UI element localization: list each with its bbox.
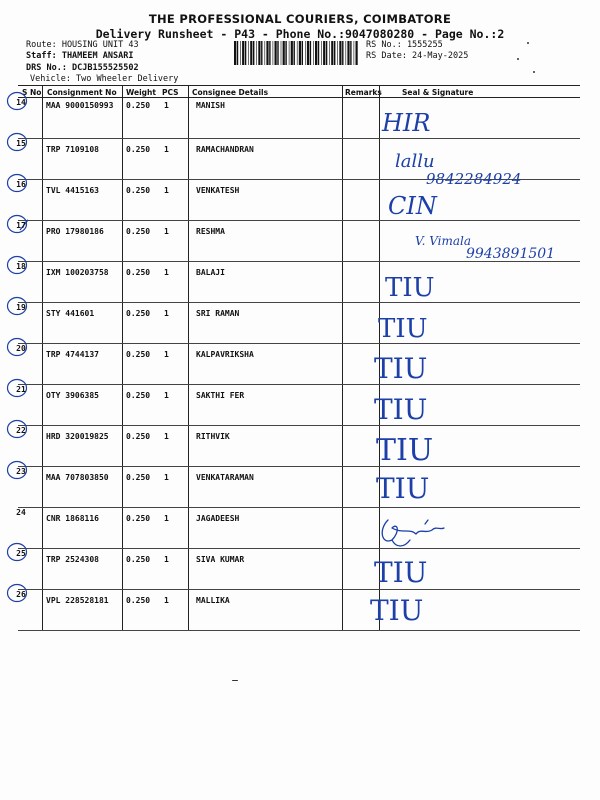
barcode-bar [307, 41, 309, 65]
col-header-remarks: Remarks [345, 88, 382, 97]
row-pcs: 1 [164, 227, 169, 236]
row-consignment: VPL 228528181 [46, 596, 109, 605]
barcode-bar [281, 41, 282, 65]
signature-phone: 9943891501 [466, 246, 556, 262]
row-weight: 0.250 [126, 391, 151, 400]
barcode-bar [297, 41, 298, 65]
row-weight: 0.250 [126, 432, 151, 441]
col-header-pcs: PCS [162, 88, 179, 97]
signature-text: TIU [374, 352, 428, 385]
row-pcs: 1 [164, 101, 169, 110]
barcode-bar [337, 41, 338, 65]
row-weight: 0.250 [126, 268, 151, 277]
table-row [0, 262, 600, 303]
row-weight: 0.250 [126, 555, 151, 564]
signature-text: TIU [374, 556, 428, 589]
barcode-bar [277, 41, 278, 65]
row-consignee: KALPAVRIKSHA [196, 350, 254, 359]
row-pcs: 1 [164, 555, 169, 564]
table-row [0, 221, 600, 262]
barcode-bar [242, 41, 244, 65]
row-pcs: 1 [164, 432, 169, 441]
row-consignee: SIVA KUMAR [196, 555, 245, 564]
barcode-bar [323, 41, 325, 65]
speck-mark [517, 58, 519, 60]
barcode-bar [294, 41, 295, 65]
row-weight: 0.250 [126, 186, 151, 195]
row-consignee: MALLIKA [196, 596, 230, 605]
barcode-bar [258, 41, 260, 65]
row-consignee: BALAJI [196, 268, 225, 277]
row-weight: 0.250 [126, 473, 151, 482]
speck-mark [232, 680, 238, 681]
table-row [0, 426, 600, 467]
barcode-bar [273, 41, 274, 65]
row-consignee: MANISH [196, 101, 225, 110]
row-consignment: STY 441601 [46, 309, 95, 318]
rs-date: RS Date: 24-May-2025 [366, 51, 469, 61]
barcode-bar [318, 41, 319, 65]
col-header-consignee: Consignee Details [192, 88, 269, 97]
barcode-bar [334, 41, 335, 65]
runsheet-subtitle: Delivery Runsheet - P43 - Phone No.:9047080280 - Page No.:2 [95, 27, 505, 41]
barcode-bar [250, 41, 252, 65]
col-header-seal: Seal & Signature [402, 88, 474, 97]
barcode-bar [331, 41, 333, 65]
row-weight: 0.250 [126, 514, 151, 523]
table-row [0, 549, 600, 590]
barcode-bar [248, 41, 249, 65]
table-row [0, 590, 600, 631]
signature-text: lallu [395, 151, 435, 172]
row-sno: 24 [16, 508, 26, 517]
barcode-bar [234, 41, 236, 65]
row-sno: 22 [16, 426, 26, 435]
row-consignee: RAMACHANDRAN [196, 145, 254, 154]
barcode-bar [315, 41, 317, 65]
row-consignee: SRI RAMAN [196, 309, 240, 318]
speck-mark [533, 71, 535, 73]
table-row [0, 180, 600, 221]
barcode-bar [339, 41, 341, 65]
barcode-bar [321, 41, 322, 65]
row-consignee: RITHVIK [196, 432, 230, 441]
row-pcs: 1 [164, 350, 169, 359]
barcode-bar [269, 41, 270, 65]
row-consignment: CNR 1868116 [46, 514, 99, 523]
barcode-bar [302, 41, 303, 65]
row-consignment: IXM 100203758 [46, 268, 109, 277]
rs-number: RS No.: 1555255 [366, 40, 443, 50]
row-consignment: OTY 3906385 [46, 391, 99, 400]
row-pcs: 1 [164, 309, 169, 318]
barcode-bar [275, 41, 277, 65]
barcode-bar [347, 41, 349, 65]
barcode-bar [266, 41, 268, 65]
barcode-bar [256, 41, 257, 65]
col-header-consignment: Consignment No [47, 88, 117, 97]
table-row [0, 139, 600, 180]
row-sno: 26 [16, 590, 26, 599]
row-sno: 18 [16, 262, 26, 271]
table-row [0, 344, 600, 385]
row-sno: 16 [16, 180, 26, 189]
row-pcs: 1 [164, 514, 169, 523]
barcode-bar [253, 41, 254, 65]
row-pcs: 1 [164, 145, 169, 154]
row-sno: 19 [16, 303, 26, 312]
signature-text: TIU [376, 472, 430, 505]
row-consignee: VENKATESH [196, 186, 240, 195]
table-row [0, 385, 600, 426]
barcode-bar [313, 41, 314, 65]
col-header-sno: S No [22, 88, 42, 97]
row-sno: 14 [16, 98, 26, 107]
signature-text: V. Vimala [415, 234, 472, 248]
barcode-bar [245, 41, 246, 65]
table-top-rule [18, 85, 580, 86]
row-consignee: VENKATARAMAN [196, 473, 254, 482]
barcode-bar [356, 41, 358, 65]
barcode-bar [346, 41, 347, 65]
route-label: Route: HOUSING UNIT 43 [26, 40, 139, 50]
row-sno: 20 [16, 344, 26, 353]
row-pcs: 1 [164, 473, 169, 482]
signature-text: TIU [376, 433, 434, 468]
vehicle-label: Vehicle: Two Wheeler Delivery [30, 74, 179, 84]
row-consignment: PRO 17980186 [46, 227, 104, 236]
barcode-bar [265, 41, 266, 65]
barcode-bar [285, 41, 286, 65]
row-consignment: TRP 2524308 [46, 555, 99, 564]
signature-text: HIR [382, 109, 431, 137]
staff-label: Staff: THAMEEM ANSARI [26, 51, 134, 61]
row-divider [18, 630, 580, 631]
signature-phone: 9842284924 [426, 170, 522, 188]
row-weight: 0.250 [126, 145, 151, 154]
row-sno: 15 [16, 139, 26, 148]
barcode-bar [283, 41, 285, 65]
row-consignment: TVL 4415163 [46, 186, 99, 195]
row-consignment: MAA 9000150993 [46, 101, 114, 110]
row-weight: 0.250 [126, 227, 151, 236]
col-header-weight: Weight [126, 88, 156, 97]
row-consignment: MAA 707803850 [46, 473, 109, 482]
row-sno: 25 [16, 549, 26, 558]
signature-text: TIU [385, 273, 435, 303]
speck-mark [527, 42, 529, 44]
row-pcs: 1 [164, 596, 169, 605]
barcode-bar [261, 41, 262, 65]
barcode-bar [350, 41, 351, 65]
table-row [0, 467, 600, 508]
row-sno: 21 [16, 385, 26, 394]
barcode-bar [354, 41, 355, 65]
row-consignee: JAGADEESH [196, 514, 240, 523]
signature-text: TIU [374, 393, 428, 426]
barcode-bar [329, 41, 330, 65]
row-pcs: 1 [164, 391, 169, 400]
row-pcs: 1 [164, 186, 169, 195]
row-consignment: HRD 320019825 [46, 432, 109, 441]
barcode-bar [289, 41, 290, 65]
row-weight: 0.250 [126, 309, 151, 318]
signature-text: CIN [388, 192, 437, 220]
table-row [0, 303, 600, 344]
signature-text: TIU [370, 594, 424, 627]
drs-number: DRS No.: DCJB155525502 [26, 63, 139, 73]
barcode-bar [240, 41, 241, 65]
barcode-bar [310, 41, 311, 65]
barcode-bar [299, 41, 301, 65]
row-consignment: TRP 4744137 [46, 350, 99, 359]
row-pcs: 1 [164, 268, 169, 277]
barcode [234, 41, 358, 65]
row-weight: 0.250 [126, 101, 151, 110]
barcode-bar [237, 41, 238, 65]
table-row [0, 98, 600, 139]
barcode-bar [305, 41, 306, 65]
row-consignee: SAKTHI FER [196, 391, 245, 400]
row-weight: 0.250 [126, 350, 151, 359]
row-consignee: RESHMA [196, 227, 225, 236]
barcode-bar [342, 41, 343, 65]
table-row [0, 508, 600, 549]
row-consignment: TRP 7109108 [46, 145, 99, 154]
barcode-bar [326, 41, 327, 65]
company-title: THE PROFESSIONAL COURIERS, COIMBATORE [148, 12, 452, 26]
row-sno: 17 [16, 221, 26, 230]
barcode-bar [291, 41, 293, 65]
signature-text: TIU [378, 314, 428, 344]
row-weight: 0.250 [126, 596, 151, 605]
row-sno: 23 [16, 467, 26, 476]
